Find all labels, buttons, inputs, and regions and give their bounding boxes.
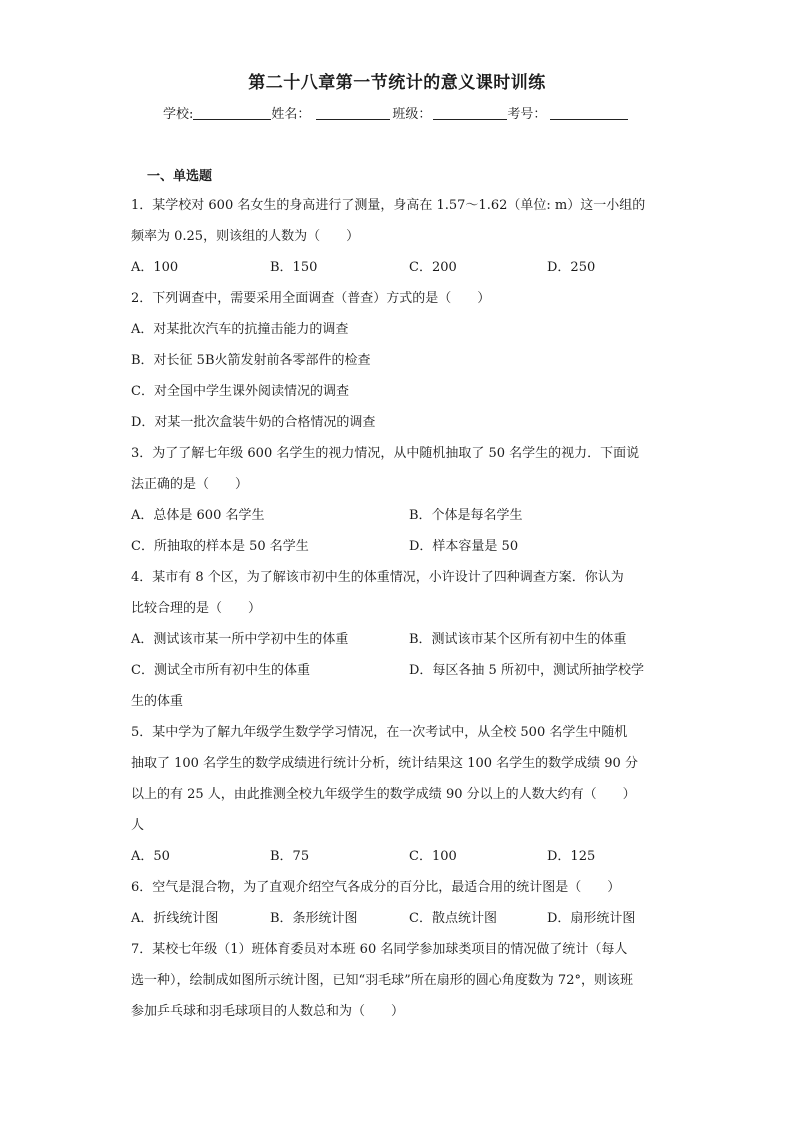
section-title: 一、单选题 (147, 169, 213, 184)
option-a[interactable]: A．总体是 600 名学生 (131, 508, 265, 523)
question-text-line: 选一种），绘制成如图所示统计图，已知“羽毛球”所在扇形的圆心角度数为 72°，则该班 (131, 973, 633, 988)
exam-no-label: 考号： (507, 107, 547, 122)
question-7 (131, 934, 671, 1027)
options-row (131, 252, 671, 283)
class-blank[interactable] (433, 106, 507, 120)
option-a[interactable]: A．折线统计图 (131, 911, 219, 926)
option-b[interactable]: B．条形统计图 (270, 911, 358, 926)
option-c[interactable]: C．100 (409, 849, 457, 864)
option-c[interactable]: C．散点统计图 (409, 911, 497, 926)
options-row (131, 624, 671, 655)
name-blank[interactable] (316, 106, 390, 120)
option-b[interactable]: B．测试该市某个区所有初中生的体重 (409, 632, 627, 647)
student-info-row (163, 103, 628, 122)
option-d[interactable]: D．对某一批次盒装牛奶的合格情况的调查 (131, 415, 376, 430)
option-d[interactable]: D．扇形统计图 (547, 911, 636, 926)
option-b[interactable]: B．个体是每名学生 (409, 508, 523, 523)
option-b[interactable]: B．对长征 5B火箭发射前各零部件的检查 (131, 353, 371, 368)
question-text-line: 法正确的是（ ） (131, 477, 249, 492)
options-row (131, 500, 671, 531)
option-a[interactable]: A．100 (131, 260, 179, 275)
question-text-line: 6．空气是混合物，为了直观介绍空气各成分的百分比，最适合用的统计图是（ ） (131, 880, 621, 895)
option-d[interactable]: D．样本容量是 50 (409, 539, 519, 554)
option-c[interactable]: C．对全国中学生课外阅读情况的调查 (131, 384, 349, 399)
options-row (131, 531, 671, 562)
option-b[interactable]: B．75 (270, 849, 310, 864)
option-b[interactable]: B．150 (270, 260, 318, 275)
question-text-line: 抽取了 100 名学生的数学成绩进行统计分析，统计结果这 100 名学生的数学成绩 90 分 (131, 756, 638, 771)
question-text-line: 7．某校七年级（1）班体育委员对本班 60 名同学参加球类项目的情况做了统计（每人 (131, 942, 628, 957)
question-3 (131, 438, 671, 562)
question-text-line: 人 (131, 818, 145, 833)
option-d[interactable]: D．250 (547, 260, 596, 275)
question-text-line: 1．某学校对 600 名女生的身高进行了测量，身高在 1.57～1.62（单位: m）这一小组的 (131, 198, 646, 213)
option-a[interactable]: A．50 (131, 849, 170, 864)
question-text-line: 4．某市有 8 个区，为了解该市初中生的体重情况，小许设计了四种调查方案．你认为 (131, 570, 624, 585)
page-title: 第二十八章第一节统计的意义课时训练 (248, 73, 546, 93)
question-5 (131, 717, 671, 872)
option-d[interactable]: D．每区各抽 5 所初中，测试所抽学校学 (409, 663, 644, 678)
option-d-continuation: 生的体重 (131, 694, 184, 709)
name-label: 姓名： (271, 107, 311, 122)
question-text-line: 5．某中学为了解九年级学生数学学习情况，在一次考试中，从全校 500 名学生中随机 (131, 725, 628, 740)
question-4 (131, 562, 671, 717)
question-1 (131, 190, 671, 283)
questions-list (131, 190, 671, 1027)
school-blank[interactable] (193, 106, 271, 120)
question-6 (131, 872, 671, 934)
option-c[interactable]: C．所抽取的样本是 50 名学生 (131, 539, 309, 554)
option-c[interactable]: C．测试全市所有初中生的体重 (131, 663, 310, 678)
question-text-line: 2．下列调查中，需要采用全面调查（普查）方式的是（ ） (131, 291, 491, 306)
class-label: 班级： (392, 107, 432, 122)
question-text-line: 比较合理的是（ ） (131, 601, 262, 616)
question-text-line: 参加乒乓球和羽毛球项目的人数总和为（ ） (131, 1004, 405, 1019)
question-2 (131, 283, 671, 438)
option-d[interactable]: D．125 (547, 849, 596, 864)
options-row (131, 655, 671, 686)
option-c[interactable]: C．200 (409, 260, 457, 275)
question-text-line: 频率为 0.25，则该组的人数为（ ） (131, 229, 360, 244)
exam-no-blank[interactable] (550, 106, 628, 120)
option-a[interactable]: A．测试该市某一所中学初中生的体重 (131, 632, 349, 647)
school-label: 学校: (163, 107, 194, 122)
options-row (131, 841, 671, 872)
option-a[interactable]: A．对某批次汽车的抗撞击能力的调查 (131, 322, 349, 337)
options-row (131, 903, 671, 934)
question-text-line: 3．为了了解七年级 600 名学生的视力情况，从中随机抽取了 50 名学生的视力．下面说 (131, 446, 640, 461)
question-text-line: 以上的有 25 人，由此推测全校九年级学生的数学成绩 90 分以上的人数大约有（ ） (131, 787, 636, 802)
